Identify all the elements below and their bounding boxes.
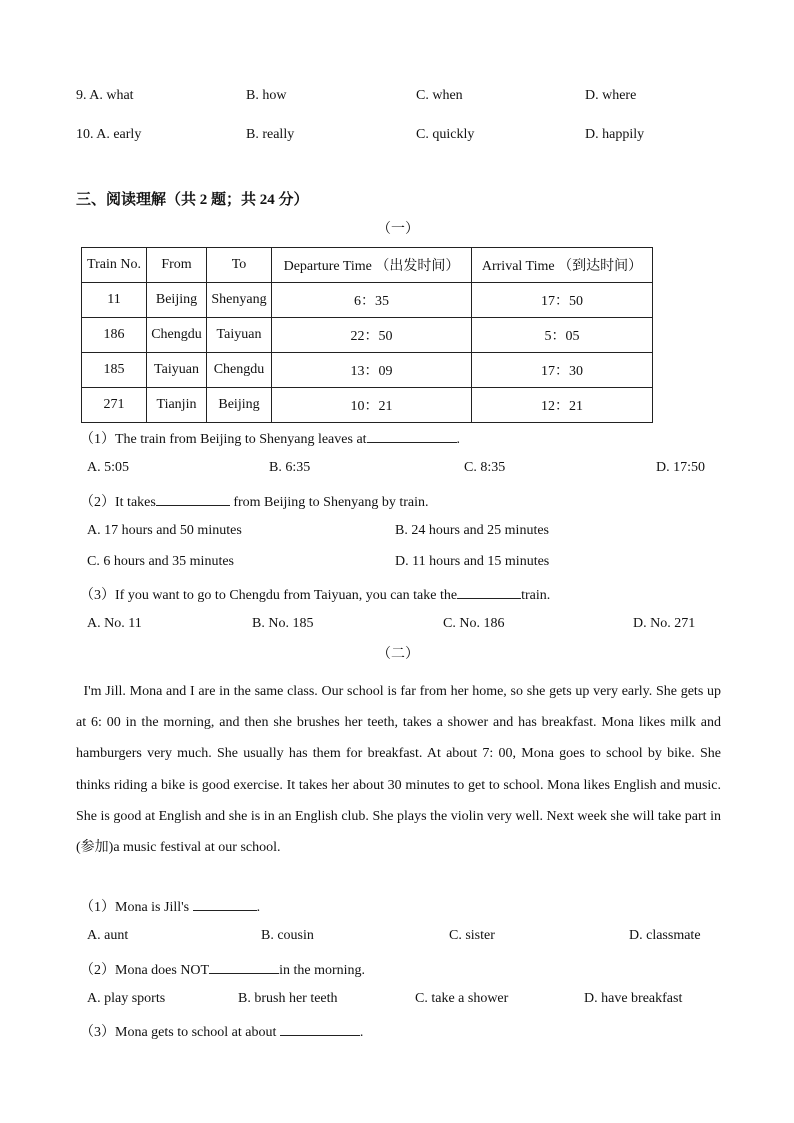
q10-option-a: 10. A. early [76,127,142,142]
passage-text: I'm Jill. Mona and I are in the same class. Our school is far from her home, so she gets up very early. She gets up at 6: 00 in the morning, and then she brushes her teeth, takes a shower and has breakfast. Mona likes milk and hamburgers very much. She usually has them for breakfast. At about 7: 00, Mona goes to school by bike. She thinks riding a bike is good exercise. It takes her about 30 minutes to get to school. Mona likes English and music. She is good at English and she is in an English club. She plays the violin very well. Next week she will take part in (参加)a music festival at our school. [76,684,722,856]
question-text-post: in the morning. [279,963,366,978]
question-text: （1）The train from Beijing to Shenyang leaves at [80,432,367,447]
question-end: . [256,900,261,915]
table-cell: 17：50 [472,283,653,318]
table-cell: 5：05 [472,318,653,353]
part1-q2-option-c: C. 6 hours and 35 minutes [87,554,234,569]
table-cell: Chengdu [207,353,272,388]
q9-option-c: C. when [416,88,463,103]
table-cell: Tianjin [147,388,207,423]
part1-q3-option-c: C. No. 186 [443,616,505,631]
q9-option-b: B. how [246,88,287,103]
train-schedule-table [81,247,653,423]
question-end: . [359,1025,364,1040]
part1-q1-option-a: A. 5:05 [87,460,129,475]
table-cell: Chengdu [147,318,207,353]
part2-q1-stem [80,896,260,917]
question-text-post: from Beijing to Shenyang by train. [233,495,429,510]
answer-blank [209,959,279,974]
table-row [82,353,653,388]
part1-q1-option-b: B. 6:35 [269,460,311,475]
part1-q2-stem [80,491,429,512]
answer-blank [156,491,230,506]
question-text: （3）If you want to go to Chengdu from Taiyuan, you can take the [80,588,458,603]
part2-q2-option-c: C. take a shower [415,991,509,1006]
q10-option-c: C. quickly [416,127,475,142]
table-row [82,388,653,423]
table-cell: 186 [82,318,147,353]
table-cell: Taiyuan [207,318,272,353]
table-cell: 271 [82,388,147,423]
part2-q2-option-b: B. brush her teeth [238,991,338,1006]
part1-q1-option-c: C. 8:35 [464,460,506,475]
table-header-cell: Departure Time （出发时间） [272,248,472,283]
table-cell: Taiyuan [147,353,207,388]
answer-blank [193,896,257,911]
table-row [82,318,653,353]
table-cell: 22：50 [272,318,472,353]
part2-q1-option-b: B. cousin [261,928,314,943]
table-cell: 6：35 [272,283,472,318]
question-text: （3）Mona gets to school at about [80,1025,277,1040]
table-cell: 10：21 [272,388,472,423]
question-text-post: train. [521,588,551,603]
part1-q2-option-b: B. 24 hours and 25 minutes [395,523,549,538]
q10-option-b: B. really [246,127,295,142]
part1-q1-option-d: D. 17:50 [656,460,705,475]
part1-q3-stem [80,584,550,605]
question-end: . [456,432,461,447]
question-text: （1）Mona is Jill's [80,900,190,915]
table-cell: 185 [82,353,147,388]
q10-option-d: D. happily [585,127,645,142]
part1-q2-option-a: A. 17 hours and 50 minutes [87,523,242,538]
table-header-cell: Train No. [82,248,147,283]
part1-q1-stem [80,428,460,449]
part2-heading: （二） [377,647,419,662]
table-row [82,283,653,318]
table-header-cell: To [207,248,272,283]
section-title: 三、阅读理解（共 2 题；共 24 分） [76,192,309,208]
part2-q1-option-d: D. classmate [629,928,701,943]
part1-heading: （一） [377,222,419,237]
answer-blank [280,1021,360,1036]
q9-option-d: D. where [585,88,637,103]
question-text: （2）It takes [80,495,156,510]
table-cell: 12：21 [472,388,653,423]
table-cell: Shenyang [207,283,272,318]
table-header-row [82,248,653,283]
part2-q1-option-a: A. aunt [87,928,129,943]
table-cell: Beijing [147,283,207,318]
part1-q3-option-b: B. No. 185 [252,616,314,631]
q9-option-a: 9. A. what [76,88,134,103]
table-cell: 11 [82,283,147,318]
reading-passage [76,676,721,863]
table-cell: 17：30 [472,353,653,388]
part1-q3-option-a: A. No. 11 [87,616,142,631]
part1-q3-option-d: D. No. 271 [633,616,696,631]
part2-q3-stem [80,1021,363,1042]
part2-q2-option-a: A. play sports [87,991,166,1006]
table-header-cell: From [147,248,207,283]
table-cell: Beijing [207,388,272,423]
table-header-cell: Arrival Time （到达时间） [472,248,653,283]
part2-q2-stem [80,959,365,980]
answer-blank [367,428,457,443]
question-text: （2）Mona does NOT [80,963,210,978]
answer-blank [457,584,521,599]
part2-q1-option-c: C. sister [449,928,495,943]
part2-q2-option-d: D. have breakfast [584,991,683,1006]
table-cell: 13：09 [272,353,472,388]
part1-q2-option-d: D. 11 hours and 15 minutes [395,554,550,569]
